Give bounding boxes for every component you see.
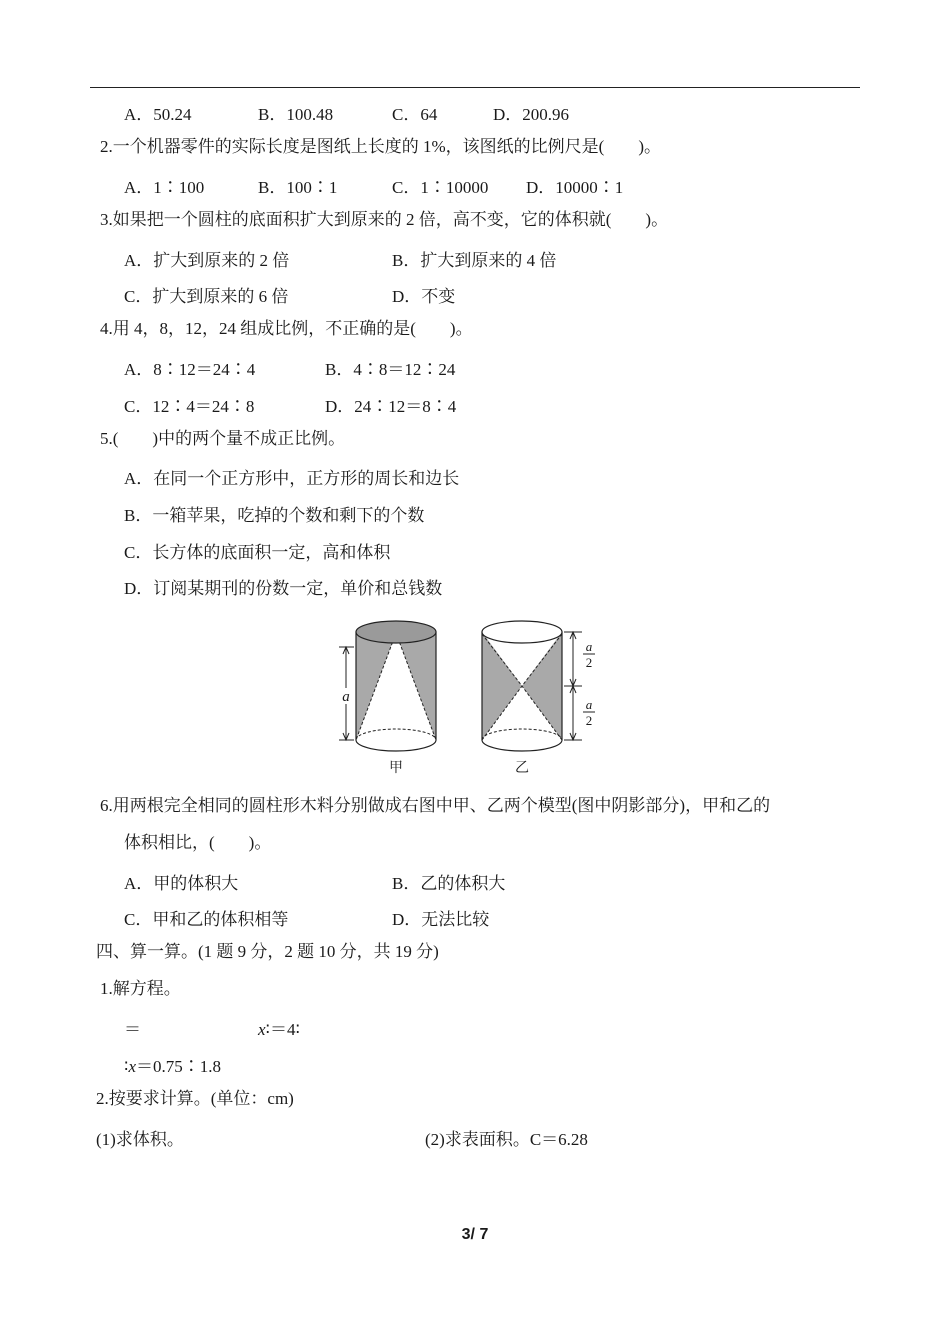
q4-stem: 4.用 4，8，12，24 组成比例，不正确的是( )。: [100, 319, 473, 338]
q3-stem: 3.如果把一个圆柱的底面积扩大到原来的 2 倍，高不变，它的体积就( )。: [100, 210, 669, 229]
caption-yi: 乙: [515, 761, 529, 776]
q4-option-c[interactable]: C．12∶4＝24∶8: [124, 397, 255, 416]
q4-option-a[interactable]: A．8∶12＝24∶4: [124, 360, 256, 379]
part2-surface-area: (2)求表面积。C＝6.28: [425, 1130, 588, 1149]
part1-volume: (1)求体积。: [96, 1130, 184, 1149]
q5-option-a[interactable]: A．在同一个正方形中，正方形的周长和边长: [124, 469, 460, 488]
q4-option-d[interactable]: D．24∶12＝8∶4: [325, 397, 457, 416]
height-label-a: a: [342, 689, 350, 705]
q2-option-d[interactable]: D．10000∶1: [526, 178, 624, 197]
q3-option-c[interactable]: C．扩大到原来的 6 倍: [124, 287, 289, 306]
q5-option-c[interactable]: C．长方体的底面积一定，高和体积: [124, 543, 391, 562]
q6-stem-line2: 体积相比，( )。: [124, 833, 272, 852]
q5-option-b[interactable]: B．一箱苹果，吃掉的个数和剩下的个数: [124, 506, 425, 525]
q6-stem-line1: 6.用两根完全相同的圆柱形木料分别做成右图中甲、乙两个模型(图中阴影部分)，甲和乙的: [100, 796, 771, 815]
caption-jia: 甲: [389, 761, 403, 776]
q6-option-a[interactable]: A．甲的体积大: [124, 874, 239, 893]
header-rule: [90, 87, 860, 88]
q2-option-b[interactable]: B．100∶1: [258, 178, 338, 197]
section4-sub1: 1.解方程。: [100, 979, 181, 998]
model-yi: [482, 621, 595, 776]
equation-3-rest: ＝0.75∶1.8: [135, 1057, 221, 1076]
q6-option-c[interactable]: C．甲和乙的体积相等: [124, 910, 289, 929]
lower-half-denominator: 2: [585, 713, 593, 728]
equation-3-variable: x: [128, 1057, 136, 1076]
equation-3-prefix: ∶: [124, 1057, 129, 1076]
q5-option-d[interactable]: D．订阅某期刊的份数一定，单价和总钱数: [124, 579, 443, 598]
q1-option-a[interactable]: A．50.24: [124, 105, 192, 124]
model-jia: [339, 621, 436, 776]
q2-stem: 2.一个机器零件的实际长度是图纸上长度的 1%，该图纸的比例尺是( )。: [100, 137, 661, 156]
q1-option-c[interactable]: C．64: [392, 105, 438, 124]
q4-option-b[interactable]: B．4∶8＝12∶24: [325, 360, 456, 379]
q2-option-a[interactable]: A．1∶100: [124, 178, 205, 197]
equation-3: [124, 1052, 221, 1077]
page-number: 3/ 7: [461, 1226, 489, 1243]
q3-option-b[interactable]: B．扩大到原来的 4 倍: [392, 251, 557, 270]
upper-half-numerator: a: [585, 639, 593, 654]
lower-half-numerator: a: [585, 697, 593, 712]
equation-2-variable: x: [258, 1020, 266, 1039]
q3-option-a[interactable]: A．扩大到原来的 2 倍: [124, 251, 290, 270]
section4-sub2: 2.按要求计算。(单位：cm): [96, 1089, 294, 1108]
equation-2-rest: ∶＝4∶: [265, 1020, 300, 1039]
equation-1: ＝: [124, 1020, 141, 1039]
upper-half-denominator: 2: [585, 655, 593, 670]
q1-option-d[interactable]: D．200.96: [493, 105, 570, 124]
q6-option-b[interactable]: B．乙的体积大: [392, 874, 506, 893]
q5-stem: 5.( )中的两个量不成正比例。: [100, 429, 346, 448]
q1-option-b[interactable]: B．100.48: [258, 105, 334, 124]
cylinder-models-figure: [330, 612, 620, 776]
equation-2: [258, 1015, 300, 1040]
q3-option-d[interactable]: D．不变: [392, 287, 456, 306]
q2-option-c[interactable]: C．1∶10000: [392, 178, 489, 197]
q6-option-d[interactable]: D．无法比较: [392, 910, 490, 929]
section4-title: 四、算一算。(1 题 9 分，2 题 10 分，共 19 分): [96, 942, 439, 961]
